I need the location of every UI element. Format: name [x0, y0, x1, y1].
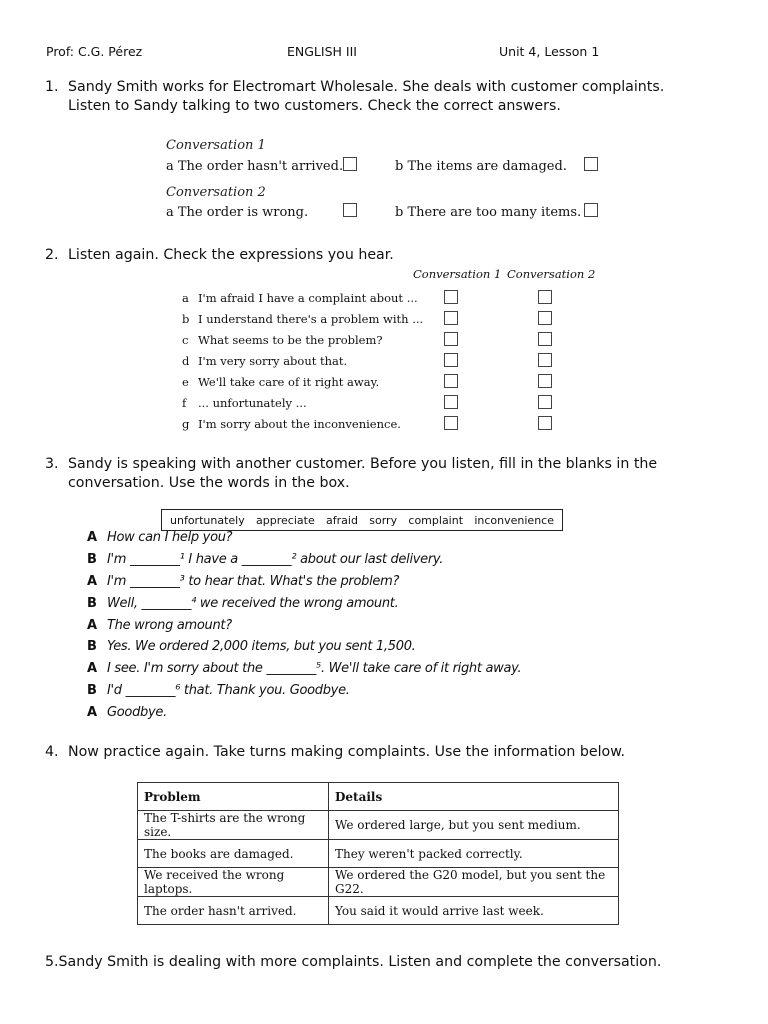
conversation-line: B I'm ________¹ I have a ________² about our last delivery. [87, 552, 444, 567]
expression-e-conv2-checkbox[interactable] [538, 374, 552, 388]
conversation-line: A I'm ________³ to hear that. What's the problem? [87, 574, 400, 589]
conversation-line: A The wrong amount? [87, 618, 232, 633]
conversation-line: B Well, ________⁴ we received the wrong amount. [87, 596, 399, 611]
table-cell-problem: The books are damaged. [138, 840, 329, 868]
conversation-line: B I'd ________⁶ that. Thank you. Goodbye. [87, 683, 350, 698]
question-3-text: Sandy is speaking with another customer. Before you listen, fill in the blanks in the conversation. Use the words in the box. [68, 456, 658, 491]
question-3 [45, 455, 725, 495]
expression-b-conv2-checkbox[interactable] [538, 311, 552, 325]
question-2 [45, 246, 725, 266]
question-1-number: 1. [45, 79, 59, 95]
word-box-item: complaint [408, 513, 464, 527]
conversation-line: A I see. I'm sorry about the ________⁵. We'll take care of it right away. [87, 661, 522, 676]
conversation-1-option-a-checkbox[interactable] [343, 157, 357, 171]
question-4-number: 4. [45, 744, 59, 760]
table-cell-problem: The order hasn't arrived. [138, 897, 329, 925]
question-3-number: 3. [45, 456, 59, 472]
conversation-2-option-a: a The order is wrong. [166, 205, 309, 220]
expression-text: What seems to be the problem? [198, 333, 383, 347]
conversation-line: A How can I help you? [87, 530, 233, 545]
conversation-2-option-a-checkbox[interactable] [343, 203, 357, 217]
header-course: ENGLISH III [287, 44, 357, 59]
question-4 [45, 743, 725, 763]
conversation-1-option-a: a The order hasn't arrived. [166, 159, 344, 174]
expression-text: We'll take care of it right away. [198, 375, 380, 389]
conversation-2-title: Conversation 2 [166, 185, 266, 200]
conversation-2-option-b: b There are too many items. [395, 205, 582, 220]
column-conversation-1: Conversation 1 [413, 267, 502, 281]
expression-g-conv1-checkbox[interactable] [444, 416, 458, 430]
expression-letter: a [182, 291, 189, 305]
expression-c-conv1-checkbox[interactable] [444, 332, 458, 346]
word-box-item: sorry [369, 513, 398, 527]
table-row [138, 868, 619, 897]
table-header-details: Details [329, 783, 619, 811]
expression-a-conv1-checkbox[interactable] [444, 290, 458, 304]
expression-d-conv2-checkbox[interactable] [538, 353, 552, 367]
table-cell-problem: The T-shirts are the wrong size. [138, 811, 329, 840]
conversation-line: A Goodbye. [87, 705, 167, 720]
expression-letter: e [182, 375, 189, 389]
complaints-table [137, 782, 619, 925]
table-row [138, 897, 619, 925]
expression-f-conv2-checkbox[interactable] [538, 395, 552, 409]
expression-text: I'm sorry about the inconvenience. [198, 417, 401, 431]
table-row [138, 840, 619, 868]
expression-text: I understand there's a problem with ... [198, 312, 424, 326]
word-box-item: unfortunately [170, 513, 245, 527]
question-1 [45, 78, 725, 118]
word-box-item: inconvenience [474, 513, 554, 527]
conversation-1-title: Conversation 1 [166, 138, 266, 153]
question-5-text: 5.Sandy Smith is dealing with more complaints. Listen and complete the conversation. [45, 954, 662, 970]
column-conversation-2: Conversation 2 [507, 267, 596, 281]
conversation-1-option-b-checkbox[interactable] [584, 157, 598, 171]
expression-c-conv2-checkbox[interactable] [538, 332, 552, 346]
conversation-line: B Yes. We ordered 2,000 items, but you sent 1,500. [87, 639, 416, 654]
question-1-text: Sandy Smith works for Electromart Wholesale. She deals with customer complaints. Listen to Sandy talking to two customers. Check the correct answers. [68, 79, 665, 114]
word-box [161, 509, 563, 531]
header-unit: Unit 4, Lesson 1 [499, 44, 600, 59]
table-cell-details: You said it would arrive last week. [329, 897, 619, 925]
table-header-row [138, 783, 619, 811]
header-prof: Prof: C.G. Pérez [46, 44, 143, 59]
expression-letter: b [182, 312, 190, 326]
expression-text: I'm very sorry about that. [198, 354, 348, 368]
expression-g-conv2-checkbox[interactable] [538, 416, 552, 430]
table-cell-problem: We received the wrong laptops. [138, 868, 329, 897]
table-cell-details: We ordered the G20 model, but you sent the G22. [329, 868, 619, 897]
expression-text: I'm afraid I have a complaint about ... [198, 291, 418, 305]
expression-f-conv1-checkbox[interactable] [444, 395, 458, 409]
expression-b-conv1-checkbox[interactable] [444, 311, 458, 325]
question-2-text: Listen again. Check the expressions you hear. [68, 247, 394, 263]
question-4-text: Now practice again. Take turns making complaints. Use the information below. [68, 744, 626, 760]
expression-a-conv2-checkbox[interactable] [538, 290, 552, 304]
table-row [138, 811, 619, 840]
expression-letter: f [182, 396, 187, 410]
table-header-problem: Problem [138, 783, 329, 811]
expression-text: ... unfortunately ... [198, 396, 307, 410]
expression-letter: g [182, 417, 190, 431]
expression-letter: d [182, 354, 190, 368]
expression-letter: c [182, 333, 189, 347]
table-cell-details: They weren't packed correctly. [329, 840, 619, 868]
conversation-2-option-b-checkbox[interactable] [584, 203, 598, 217]
expression-e-conv1-checkbox[interactable] [444, 374, 458, 388]
conversation-1-option-b: b The items are damaged. [395, 159, 567, 174]
word-box-item: appreciate [256, 513, 315, 527]
table-cell-details: We ordered large, but you sent medium. [329, 811, 619, 840]
question-2-number: 2. [45, 247, 59, 263]
expression-d-conv1-checkbox[interactable] [444, 353, 458, 367]
word-box-item: afraid [326, 513, 358, 527]
